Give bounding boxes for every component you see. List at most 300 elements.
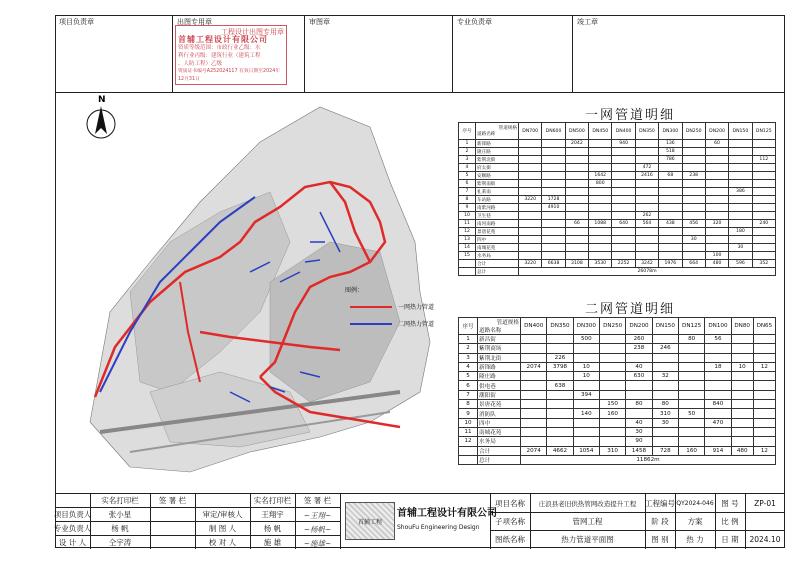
company-logo: [345, 502, 395, 540]
row-length: [652, 427, 678, 436]
row-length: [573, 437, 599, 446]
date: 2024.10: [749, 535, 781, 544]
row-length: [599, 427, 625, 436]
table-row: [459, 335, 776, 344]
table2-spec-header: [478, 318, 521, 335]
row-length: [542, 212, 565, 220]
row-length: [731, 427, 753, 436]
row-length: [659, 228, 682, 236]
row-length: 2252: [612, 260, 635, 268]
row-length: [635, 156, 658, 164]
row-length: 596: [729, 260, 752, 268]
row-length: [612, 172, 635, 180]
row-length: 240: [752, 220, 775, 228]
row-length: [753, 427, 775, 436]
row-length: [678, 437, 704, 446]
row-length: 30: [682, 236, 705, 244]
complete-label: 竣工章: [577, 18, 598, 26]
row-length: [705, 188, 728, 196]
row-length: [682, 140, 705, 148]
row-seq: 11: [459, 220, 476, 228]
row-length: [547, 344, 573, 353]
row-length: [731, 437, 753, 446]
row-length: [589, 148, 612, 156]
row-road-name: 紫荆北街: [476, 156, 519, 164]
row-length: [565, 196, 588, 204]
row-length: [542, 244, 565, 252]
reviewer-role: 审定/审核人: [202, 509, 243, 519]
row-length: 480: [705, 260, 728, 268]
table1-dn-header: DN300: [659, 123, 682, 140]
table1-dn-header: DN150: [729, 123, 752, 140]
row-length: [705, 372, 731, 381]
row-length: 3220: [519, 260, 542, 268]
stamp-company: 首辅工程设计有限公司: [178, 35, 268, 44]
north-label: N: [98, 95, 106, 105]
project-lead-stamp-cell: [55, 15, 173, 93]
row-road-name: 南河南路: [476, 220, 519, 228]
row-length: 310: [652, 409, 678, 418]
row-length: 140: [573, 409, 599, 418]
row-length: 664: [682, 260, 705, 268]
legend-primary-swatch: [350, 306, 392, 308]
row-road-name: 卫生巷: [476, 212, 519, 220]
stage: 方案: [687, 516, 703, 526]
row-length: [635, 228, 658, 236]
row-length: [612, 156, 635, 164]
row-road-name: 车站路: [476, 196, 519, 204]
row-length: 1642: [589, 172, 612, 180]
row-length: [521, 418, 547, 427]
col-role2-header: 实名打印栏: [253, 496, 292, 505]
row-seq: 7: [459, 390, 478, 399]
row-seq: 4: [459, 164, 476, 172]
signature-drafter: ~杨帆~: [303, 524, 332, 534]
row-length: [682, 180, 705, 188]
stamp-title: 工程设计出图专用章: [221, 28, 284, 36]
row-length: 438: [659, 220, 682, 228]
row-length: [731, 409, 753, 418]
row-length: [626, 381, 652, 390]
row-length: [565, 252, 588, 260]
row-length: [729, 212, 752, 220]
designer-role: 设 计 人: [58, 537, 87, 547]
row-length: 262: [635, 212, 658, 220]
row-seq: [459, 260, 476, 268]
row-length: [752, 236, 775, 244]
row-length: [659, 252, 682, 260]
row-length: 310: [599, 446, 625, 455]
table-row: [459, 427, 776, 436]
row-length: [542, 228, 565, 236]
row-length: 1976: [659, 260, 682, 268]
row-length: [729, 204, 752, 212]
review-label: 审图章: [309, 18, 330, 26]
row-length: [705, 156, 728, 164]
row-length: [589, 252, 612, 260]
row-length: [612, 188, 635, 196]
row-length: [565, 204, 588, 212]
table1-spec-header: [476, 123, 519, 140]
total-label: 总计: [478, 455, 521, 464]
row-road-name: 南城花苑: [478, 427, 521, 436]
table-row: [459, 164, 776, 172]
table-row: [459, 446, 776, 455]
row-length: 320: [705, 220, 728, 228]
row-length: [589, 204, 612, 212]
row-length: [705, 390, 731, 399]
row-length: [705, 409, 731, 418]
row-seq: 6: [459, 180, 476, 188]
row-length: [682, 244, 705, 252]
table1-dn-header: DN250: [682, 123, 705, 140]
row-seq: 3: [459, 353, 478, 362]
company-name-en: ShouFu Engineering Design: [397, 524, 480, 531]
row-length: [519, 172, 542, 180]
row-length: [678, 353, 704, 362]
row-length: [573, 418, 599, 427]
table-row: [459, 372, 776, 381]
row-length: [599, 437, 625, 446]
row-length: 800: [589, 180, 612, 188]
table2-name-label: 道路名称: [479, 328, 502, 334]
row-length: [635, 180, 658, 188]
row-length: 30: [652, 418, 678, 427]
row-length: 66: [565, 220, 588, 228]
stamp-line3: 、人防工程）乙级: [178, 61, 223, 67]
row-length: 150: [599, 400, 625, 409]
row-length: [573, 381, 599, 390]
row-length: [705, 148, 728, 156]
row-length: [652, 437, 678, 446]
row-length: [682, 156, 705, 164]
row-length: [542, 180, 565, 188]
row-length: [752, 228, 775, 236]
table-row: [459, 140, 776, 148]
row-length: 2416: [635, 172, 658, 180]
row-length: 30: [729, 244, 752, 252]
row-length: [752, 212, 775, 220]
row-length: 840: [705, 400, 731, 409]
row-length: 12: [753, 362, 775, 371]
row-length: [635, 140, 658, 148]
title-block: [55, 493, 785, 548]
row-road-name: 合计: [478, 446, 521, 455]
table-row: [459, 381, 776, 390]
row-length: [589, 212, 612, 220]
stage-label: 阶 段: [651, 516, 669, 526]
row-seq: 2: [459, 148, 476, 156]
row-length: 728: [652, 446, 678, 455]
table-row: [459, 437, 776, 446]
row-length: [731, 418, 753, 427]
complete-stamp-cell: [573, 15, 785, 93]
table1-dn-header: DN450: [589, 123, 612, 140]
row-length: 564: [635, 220, 658, 228]
header-stamp-row: [55, 15, 785, 93]
row-length: [729, 236, 752, 244]
row-length: 786: [659, 156, 682, 164]
total-seq: [459, 455, 478, 464]
row-length: [752, 164, 775, 172]
row-length: [599, 335, 625, 344]
row-length: [521, 353, 547, 362]
row-length: [678, 390, 704, 399]
sub-name-label: 子项名称: [495, 516, 525, 526]
row-seq: 14: [459, 244, 476, 252]
row-length: [521, 409, 547, 418]
row-length: 30: [626, 427, 652, 436]
row-length: [519, 236, 542, 244]
table-row: [459, 196, 776, 204]
row-length: 1054: [573, 446, 599, 455]
row-length: 68: [659, 172, 682, 180]
designer-name: 仝宇涛: [108, 537, 132, 547]
row-length: [705, 244, 728, 252]
table1-dn-header: DN200: [705, 123, 728, 140]
table1-dn-header: DN500: [565, 123, 588, 140]
row-length: [589, 140, 612, 148]
row-length: [753, 372, 775, 381]
pro-lead-label: 专业负责章: [457, 18, 492, 26]
row-length: [519, 212, 542, 220]
row-length: [589, 156, 612, 164]
row-length: [599, 418, 625, 427]
row-length: [612, 228, 635, 236]
row-length: [599, 372, 625, 381]
row-length: [729, 140, 752, 148]
row-length: 226: [547, 353, 573, 362]
total-value: 11862m: [521, 455, 776, 464]
sub-name: 管网工程: [572, 516, 603, 526]
row-length: [635, 252, 658, 260]
row-length: 630: [626, 372, 652, 381]
project-name: 庄浪县老旧供热管网改造提升工程: [538, 499, 637, 508]
row-length: 3798: [547, 362, 573, 371]
table-row: [459, 204, 776, 212]
row-length: [589, 188, 612, 196]
table-row: [459, 252, 776, 260]
row-length: [682, 196, 705, 204]
row-length: [565, 188, 588, 196]
major-label: 图 别: [651, 535, 669, 544]
table1-spec-label: 管道规格: [498, 126, 517, 131]
row-seq: 12: [459, 228, 476, 236]
table-row: [459, 362, 776, 371]
row-seq: 2: [459, 344, 478, 353]
design-stamp: [175, 25, 287, 85]
row-seq: 15: [459, 252, 476, 260]
table-row: [459, 180, 776, 188]
row-length: [599, 381, 625, 390]
row-length: [705, 164, 728, 172]
scale: [745, 512, 785, 530]
row-length: [542, 188, 565, 196]
row-road-name: 府太街: [476, 164, 519, 172]
row-length: [589, 228, 612, 236]
table2-dn-header: DN250: [599, 318, 625, 335]
table-row: [459, 188, 776, 196]
row-length: [589, 164, 612, 172]
table-row: [459, 418, 776, 427]
row-length: 914: [705, 446, 731, 455]
scale-label: 比 例: [721, 516, 739, 526]
table1-name-label: 道路名称: [477, 132, 496, 137]
row-length: [565, 180, 588, 188]
row-road-name: 景唐花苑: [476, 228, 519, 236]
row-length: [752, 148, 775, 156]
legend-secondary-label: 二网热力管道: [398, 321, 435, 328]
row-length: [565, 236, 588, 244]
row-length: [682, 212, 705, 220]
row-length: 1728: [542, 196, 565, 204]
row-seq: 9: [459, 409, 478, 418]
row-length: 246: [652, 344, 678, 353]
print-stamp-label: 出图专用章: [177, 18, 212, 26]
table1-header-row: [459, 123, 776, 140]
table-row: [459, 220, 776, 228]
row-length: [652, 335, 678, 344]
table2-dn-header: DN80: [731, 318, 753, 335]
row-length: [705, 344, 731, 353]
row-road-name: 隆庄路: [476, 148, 519, 156]
table-row: [459, 228, 776, 236]
row-length: [542, 140, 565, 148]
row-length: [612, 180, 635, 188]
eng-no: QY2024-046: [676, 499, 714, 507]
table-total-row: [459, 268, 776, 276]
row-length: [547, 400, 573, 409]
row-length: [678, 372, 704, 381]
table1-title: 一网管道明细: [585, 108, 676, 123]
row-length: [752, 188, 775, 196]
row-length: [752, 140, 775, 148]
row-seq: 13: [459, 236, 476, 244]
row-length: 480: [731, 446, 753, 455]
row-length: [752, 196, 775, 204]
row-road-name: 新锋路: [476, 140, 519, 148]
row-length: [612, 164, 635, 172]
row-length: [565, 164, 588, 172]
row-length: [519, 164, 542, 172]
table2-title: 二网管道明细: [585, 302, 676, 317]
row-length: 1458: [626, 446, 652, 455]
secondary-pipe-table: [458, 317, 776, 465]
row-length: [705, 236, 728, 244]
row-seq: 9: [459, 204, 476, 212]
row-length: 12: [753, 446, 775, 455]
row-seq: 8: [459, 400, 478, 409]
row-length: [682, 252, 705, 260]
table-total-row: [459, 455, 776, 464]
row-length: 940: [612, 140, 635, 148]
row-length: [599, 362, 625, 371]
row-length: [731, 353, 753, 362]
row-length: [678, 400, 704, 409]
row-road-name: 隆庄路: [478, 372, 521, 381]
row-length: [565, 156, 588, 164]
row-length: [542, 220, 565, 228]
row-road-name: 合计: [476, 260, 519, 268]
row-length: [519, 140, 542, 148]
logo-text: 首辅工程: [357, 518, 382, 526]
table2-header-row: [459, 318, 776, 335]
row-length: 238: [682, 172, 705, 180]
row-length: [678, 362, 704, 371]
row-length: 6638: [542, 260, 565, 268]
row-length: [626, 353, 652, 362]
row-length: [612, 196, 635, 204]
row-length: [519, 204, 542, 212]
row-length: 60: [705, 140, 728, 148]
row-length: [659, 244, 682, 252]
row-length: [729, 180, 752, 188]
row-length: 3220: [519, 196, 542, 204]
row-length: 470: [705, 418, 731, 427]
row-length: 40: [626, 418, 652, 427]
row-length: [729, 148, 752, 156]
row-length: [521, 335, 547, 344]
row-length: 518: [659, 148, 682, 156]
row-road-name: 紫荆南街: [476, 180, 519, 188]
row-length: 40: [626, 362, 652, 371]
row-length: [705, 437, 731, 446]
row-length: 80: [652, 400, 678, 409]
row-length: 500: [573, 335, 599, 344]
row-length: [752, 180, 775, 188]
primary-pipe-table: [458, 122, 776, 276]
row-length: [659, 164, 682, 172]
row-length: [635, 236, 658, 244]
fig-no: ZP-01: [754, 498, 776, 508]
row-length: [519, 220, 542, 228]
row-road-name: 景唐花苑: [478, 400, 521, 409]
table-row: [459, 390, 776, 399]
row-road-name: 水务局: [476, 252, 519, 260]
row-length: [521, 381, 547, 390]
row-length: [573, 400, 599, 409]
row-length: [573, 353, 599, 362]
row-seq: 8: [459, 196, 476, 204]
row-length: 456: [682, 220, 705, 228]
row-length: 472: [635, 164, 658, 172]
row-length: 640: [612, 220, 635, 228]
row-length: [682, 188, 705, 196]
row-road-name: 供电巷: [478, 381, 521, 390]
row-length: [521, 437, 547, 446]
row-length: [659, 236, 682, 244]
major: 热 力: [686, 535, 704, 544]
project-lead-role: 项目负责人: [53, 509, 92, 519]
row-length: 4662: [547, 446, 573, 455]
row-length: [729, 220, 752, 228]
row-length: [519, 244, 542, 252]
row-length: 112: [752, 156, 775, 164]
table2-dn-header: DN125: [678, 318, 704, 335]
col-sign-header: 签 署 栏: [158, 496, 187, 505]
total-seq: [459, 268, 476, 276]
row-length: [659, 188, 682, 196]
drawing-name-label: 图纸名称: [495, 535, 525, 544]
row-length: 2074: [521, 446, 547, 455]
row-length: [519, 228, 542, 236]
row-seq: 1: [459, 140, 476, 148]
row-length: [705, 204, 728, 212]
row-length: [753, 335, 775, 344]
row-length: [705, 427, 731, 436]
table1-dn-header: DN600: [542, 123, 565, 140]
row-length: [589, 244, 612, 252]
